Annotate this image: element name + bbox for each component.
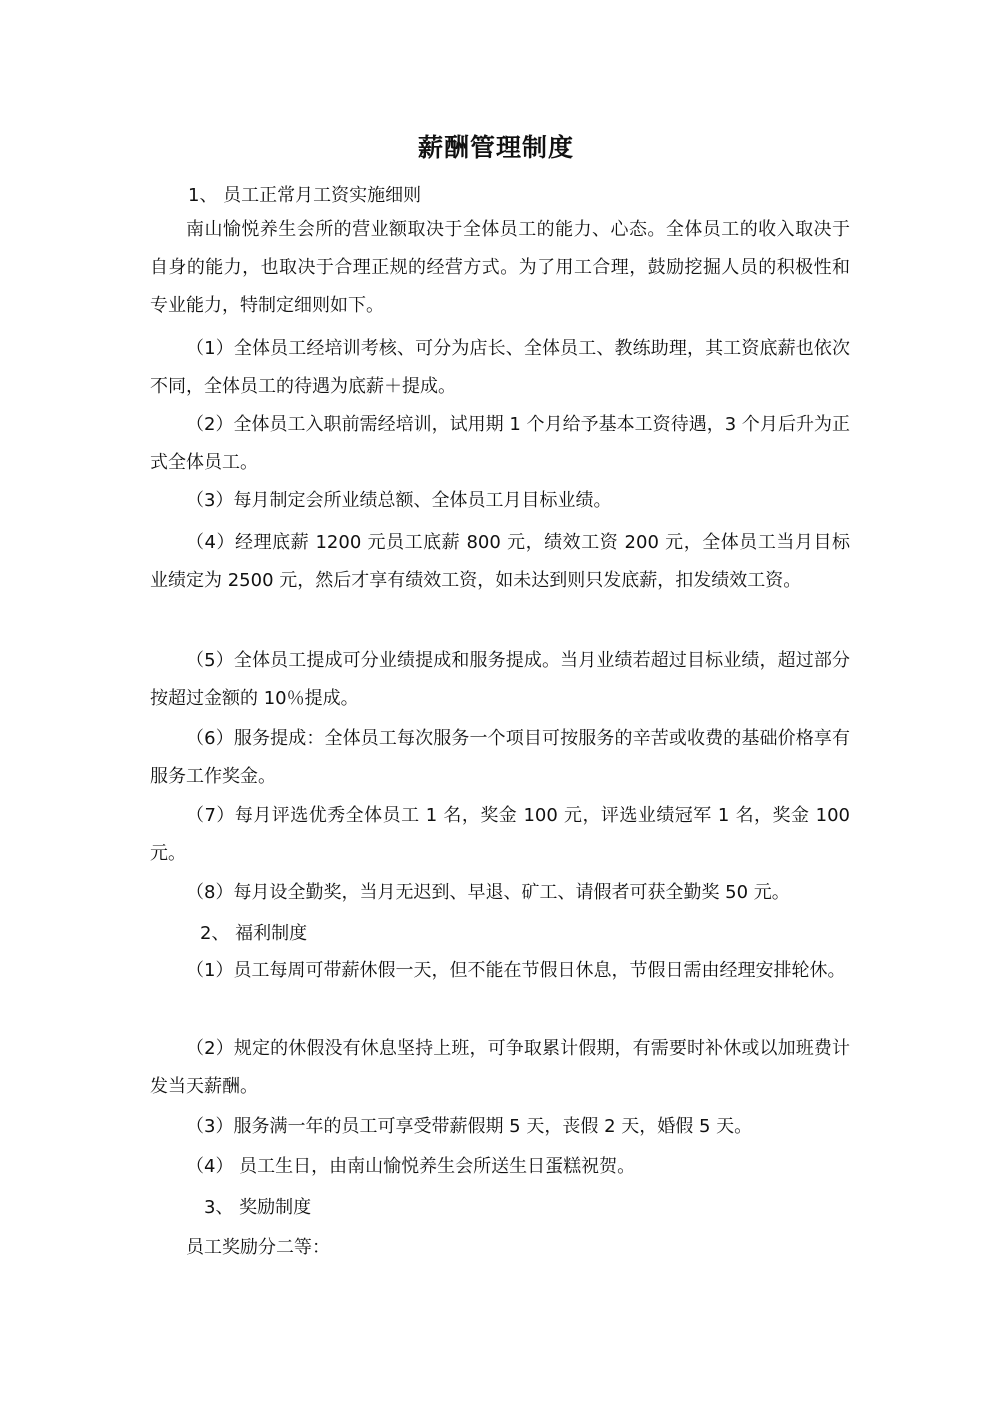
section-2-item-4: （4） 员工生日，由南山愉悦养生会所送生日蛋糕祝贺。	[186, 1156, 636, 1177]
section-1-item-6: （6）服务提成：全体员工每次服务一个项目可按服务的辛苦或收费的基础价格享有服务工作奖金。	[150, 728, 850, 787]
section-1-item-2: （2）全体员工入职前需经培训，试用期 1 个月给予基本工资待遇，3 个月后升为正式全体员工。	[150, 414, 850, 473]
section-3-intro: 员工奖励分二等：	[186, 1237, 330, 1258]
section-1-item-3: （3）每月制定会所业绩总额、全体员工月目标业绩。	[186, 490, 612, 511]
section-1-item-4: （4）经理底薪 1200 元员工底薪 800 元，绩效工资 200 元，全体员工当月目标业绩定为 2500 元，然后才享有绩效工资，如未达到则只发底薪，扣发绩效工资。	[150, 532, 850, 591]
section-1-item-8: （8）每月设全勤奖，当月无迟到、早退、矿工、请假者可获全勤奖 50 元。	[186, 882, 790, 903]
section-3-heading: 3、 奖励制度	[204, 1197, 312, 1218]
section-1-item-1: （1）全体员工经培训考核、可分为店长、全体员工、教练助理，其工资底薪也依次不同，全体员工的待遇为底薪＋提成。	[150, 338, 850, 397]
section-2-heading: 2、 福利制度	[200, 923, 308, 944]
section-1-item-7: （7）每月评选优秀全体员工 1 名，奖金 100 元，评选业绩冠军 1 名，奖金 100 元。	[150, 805, 850, 864]
section-1-heading: 1、 员工正常月工资实施细则	[188, 185, 422, 206]
section-2-item-3: （3）服务满一年的员工可享受带薪假期 5 天，丧假 2 天，婚假 5 天。	[186, 1116, 753, 1137]
section-1-item-5: （5）全体员工提成可分业绩提成和服务提成。当月业绩若超过目标业绩，超过部分按超过金额的 10％提成。	[150, 650, 850, 709]
section-1-intro: 南山愉悦养生会所的营业额取决于全体员工的能力、心态。全体员工的收入取决于自身的能力，也取决于合理正规的经营方式。为了用工合理，鼓励挖掘人员的积极性和专业能力，特制定细则如下。	[150, 219, 850, 316]
section-2-item-2: （2）规定的休假没有休息坚持上班，可争取累计假期，有需要时补休或以加班费计发当天薪酬。	[150, 1038, 850, 1097]
section-2-item-1: （1）员工每周可带薪休假一天，但不能在节假日休息，节假日需由经理安排轮休。	[186, 960, 846, 981]
page-title: 薪酬管理制度	[417, 133, 574, 162]
